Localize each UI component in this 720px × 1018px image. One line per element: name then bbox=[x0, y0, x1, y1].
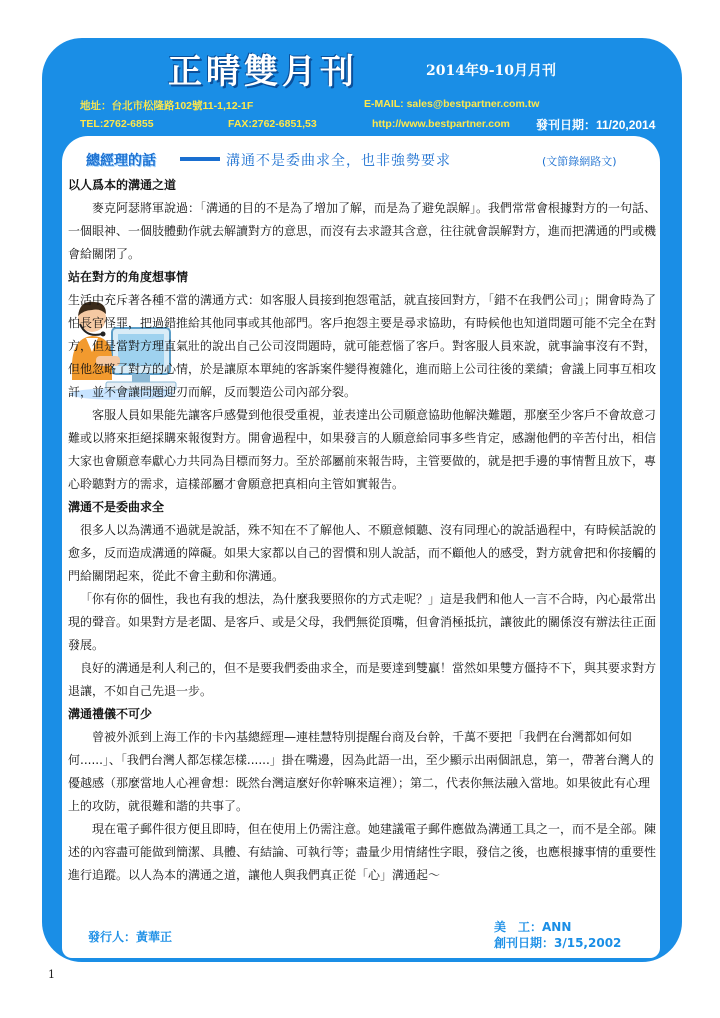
section-heading: 以人爲本的溝通之道 bbox=[68, 178, 177, 192]
paragraph: 「你有你的個性，我也有我的想法，為什麼我要照你的方式走呢？」這是我們和他人一言不合時，內心最常出現的聲音。如果對方是老闆、是客戶、或是父母，我們無從頂嘴，但會消極抵抗，讓彼此的關係沒有辦法往正面發展。 bbox=[68, 592, 657, 652]
newsletter-title: 正晴雙月刊 bbox=[168, 52, 358, 92]
fax: FAX:2762-6851,53 bbox=[228, 118, 317, 130]
website-link[interactable]: http://www.bestpartner.com bbox=[372, 118, 510, 130]
issue-label: 2014年9-10月月刊 bbox=[426, 63, 556, 79]
column-divider bbox=[180, 157, 220, 161]
article-credit: (文節錄網路文) bbox=[542, 155, 617, 168]
paragraph: 生活中充斥著各種不當的溝通方式：如客服人員接到抱怨電話，就直接回對方，「錯不在我們公司」；開會時為了怕長官怪罪，把過錯推給其他同事或其他部門。客戶抱怨主要是尋求協助，有時候他也知道問題可能不完全在對方，但是當對方理直氣壯的說出自己公司沒問題時，就可能惹惱了客戶。對客服人員來說，就事論事沒有不對，但他忽略了對方的心情，於是讓原本單純的客訴案件變得複雜化，進而賠上公司往後的業績；會議上同事互相攻訐，並不會讓問題迎刃而解，反而製造公司內部分裂。 bbox=[68, 293, 657, 399]
section-heading: 溝通不是委曲求全 bbox=[68, 500, 165, 514]
section-heading: 溝通禮儀不可少 bbox=[68, 707, 153, 721]
paragraph: 良好的溝通是利人利己的，但不是要我們委曲求全，而是要達到雙贏！當然如果雙方僵持不下，與其要求對方退讓，不如自己先退一步。 bbox=[68, 661, 657, 698]
article-subtitle: 溝通不是委曲求全，也非強勢要求 bbox=[226, 153, 451, 169]
paragraph: 麥克阿瑟將軍說過：「溝通的目的不是為了增加了解，而是為了避免誤解」。我們常常會根據對方的一句話、一個眼神、一個肢體動作就去解讀對方的意思，而沒有去求證其含意，往往就會誤解對方，進而把溝通的門或機會給關閉了。 bbox=[68, 201, 657, 261]
phone: TEL:2762-6855 bbox=[80, 118, 154, 130]
address: 地址：台北市松隆路102號11-1,12-1F bbox=[80, 100, 254, 112]
publisher: 發行人：黃華正 bbox=[88, 930, 173, 944]
paragraph: 很多人以為溝通不過就是說話，殊不知在不了解他人、不願意傾聽、沒有同理心的說話過程中，有時候話說的愈多，反而造成溝通的障礙。如果大家都以自己的習慣和別人說話，而不顧他人的感受，對方就會把和你接觸的門給關閉起來，從此不會主動和你溝通。 bbox=[68, 523, 657, 583]
paragraph: 曾被外派到上海工作的卡內基總經理—連桂慧特別提醒台商及台幹，千萬不要把「我們在台灣都如何如何......」、「我們台灣人都怎樣怎樣......」掛在嘴邊，因為此語一出，至少顯示出兩個訊息，第一，帶著台灣人的優越感（那麼當地人心裡會想：既然台灣這麼好你幹嘛來這裡）；第二，代表你無法融入當地。如果彼此有心理上的攻防，就很難和諧的共事了。 bbox=[68, 730, 654, 813]
article-body bbox=[68, 174, 658, 887]
founding-date: 創刊日期：3/15,2002 bbox=[494, 936, 622, 950]
column-name: 總經理的話 bbox=[86, 153, 156, 169]
page-number: 1 bbox=[48, 968, 55, 981]
artist-credit: 美 工：ANN bbox=[494, 920, 572, 934]
paragraph: 客服人員如果能先讓客戶感覺到他很受重視，並表達出公司願意協助他解決難題，那麼至少客戶不會故意刁難或以將來拒絕採購來報復對方。開會過程中，如果發言的人願意給同事多些肯定，感謝他們的辛苦付出，相信大家也會願意奉獻心力共同為目標而努力。至於部屬前來報告時，主管要做的，就是把手邊的事情暫且放下，專心聆聽對方的需求，這樣部屬才會願意把真相向主管如實報告。 bbox=[68, 408, 657, 491]
section-heading: 站在對方的角度想事情 bbox=[68, 270, 189, 284]
email: E-MAIL: sales@bestpartner.com.tw bbox=[364, 98, 540, 110]
publish-date: 發刊日期：11/20,2014 bbox=[536, 118, 656, 132]
paragraph: 現在電子郵件很方便且即時，但在使用上仍需注意。她建議電子郵件應做為溝通工具之一，而不是全部。陳述的內容盡可能做到簡潔、具體、有結論、可執行等；盡量少用情緒性字眼，發信之後，也應根據事情的重要性進行追蹤。以人為本的溝通之道，讓他人與我們真正從「心」溝通起～ bbox=[68, 822, 657, 882]
